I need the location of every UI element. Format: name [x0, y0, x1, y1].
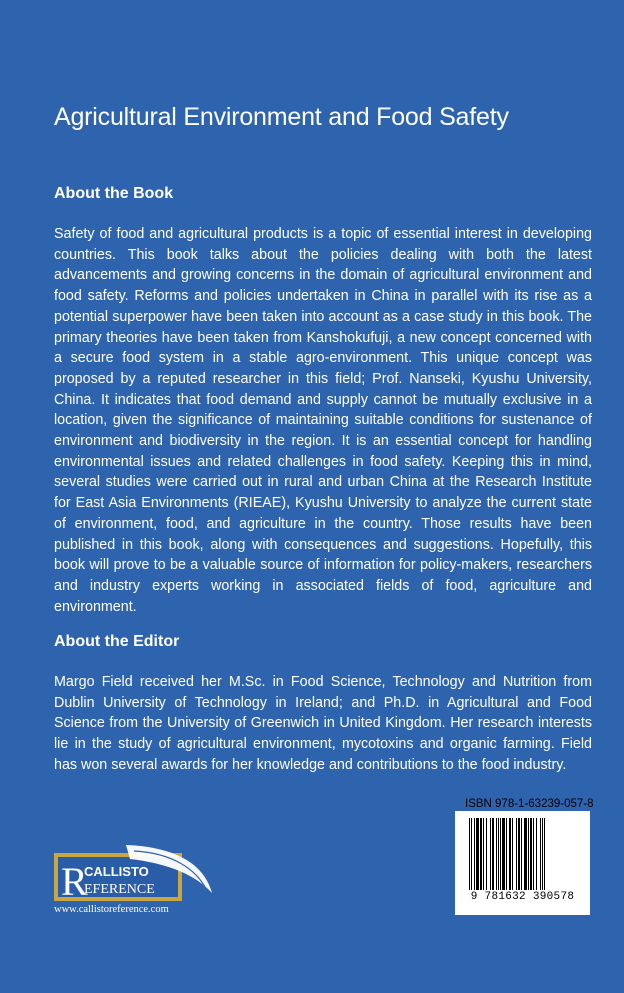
svg-text:R: R: [61, 859, 88, 903]
about-book-text: Safety of food and agricultural products is a topic of essential interest in developing countries. This book talks about the policies dealing with both the latest advancements and growing concerns in the domain of agricultural environment and food safety. Reforms and policies undertaken in China in parallel with its rise as a potential superpower have been taken into account as a case study in this book. The primary theories have been taken from Kanshokufuji, a new concept concerned with a secure food system in a stable agro-environment. This unique concept was proposed by a reputed researcher in this field; Prof. Nanseki, Kyushu University, China. It indicates that food demand and supply cannot be mutually exclusive in a location, given the significance of maintaining suitable conditions for sustenance of environment and biodiversity in the region. It is an essential concept for handling environmental issues and related challenges in food safety. Keeping this in mind, several studies were carried out in rural and urban China at the Research Institute for East Asia Environments (RIEAE), Kyushu University to analyze the current state of environment, food, and agriculture in the country. Those results have been published in this book, along with consequences and suggestions. Hopefully, this book will prove to be a valuable source of information for policy-makers, researchers and industry experts working in associated fields of food, agriculture and environment.: [54, 226, 592, 615]
svg-text:EFERENCE: EFERENCE: [84, 882, 155, 897]
about-editor-heading: About the Editor: [54, 633, 180, 650]
svg-text:CALLISTO: CALLISTO: [84, 864, 149, 879]
book-title: Agricultural Environment and Food Safety: [54, 103, 509, 131]
barcode-digits: 9 781632 390578: [470, 891, 575, 903]
publisher-logo: [54, 845, 214, 903]
barcode-box: [455, 811, 590, 915]
about-editor-text: Margo Field received her M.Sc. in Food Science, Technology and Nutrition from Dublin University of Technology in Ireland; and Ph.D. in Agricultural and Food Science from the University of Greenwich in United Kingdom. Her research interests lie in the study of agricultural environment, mycotoxins and organic farming. Field has won several awards for her knowledge and contributions to the food industry.: [54, 674, 592, 773]
publisher-url: www.callistoreference.com: [54, 904, 169, 915]
about-book-heading: About the Book: [54, 185, 174, 202]
isbn-label: ISBN 978-1-63239-057-8: [465, 798, 594, 810]
barcode-image: [469, 818, 576, 890]
